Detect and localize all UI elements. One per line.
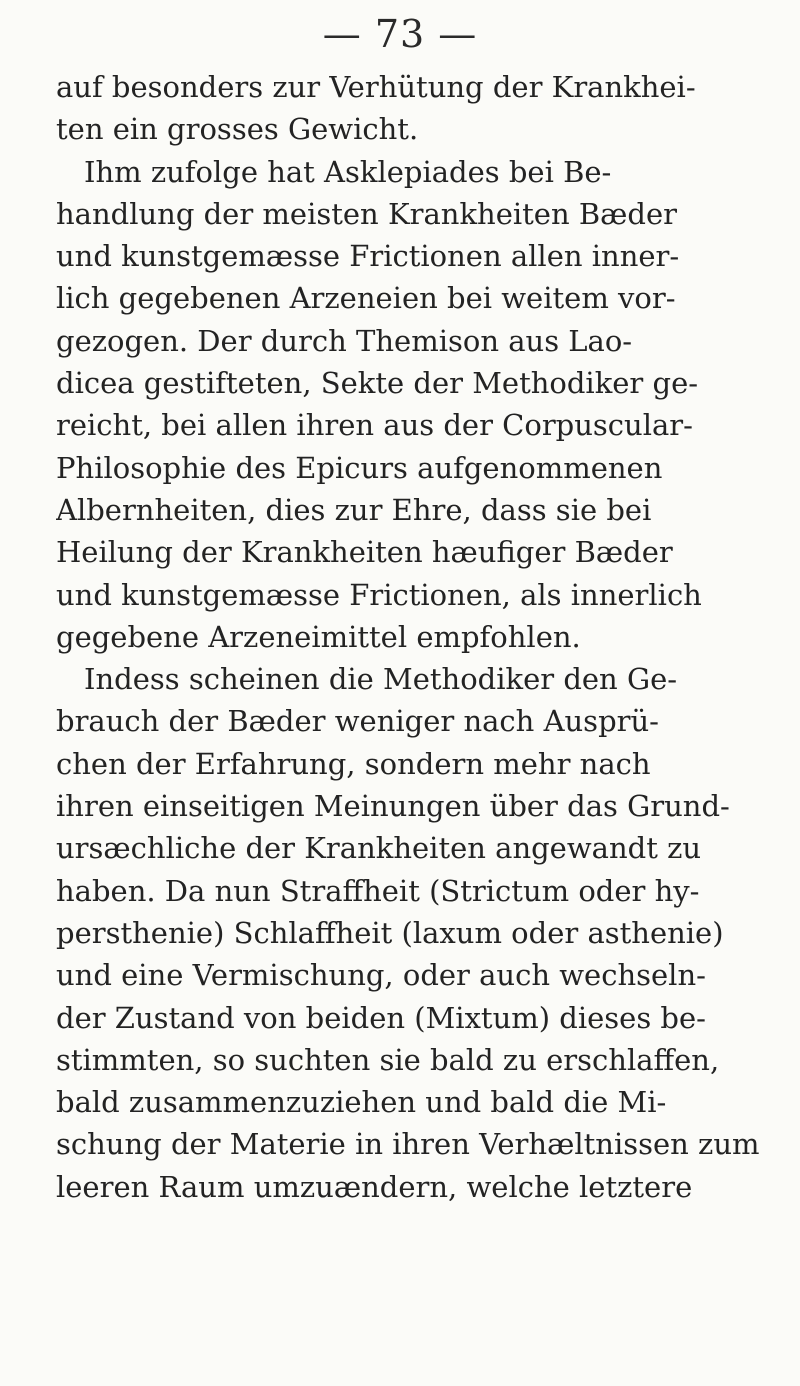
text-line: schung der Materie in ihren Verhæltnissen zum bbox=[56, 1127, 760, 1162]
page-number: — 73 — bbox=[322, 12, 478, 56]
text-line: und eine Vermischung, oder auch wechseln- bbox=[56, 958, 706, 993]
text-line: ihren einseitigen Meinungen über das Grund- bbox=[56, 789, 730, 824]
text-line: lich gegebenen Arzeneien bei weitem vor- bbox=[56, 281, 676, 316]
text-line: Heilung der Krankheiten hæufiger Bæder bbox=[56, 535, 673, 570]
text-line: auf besonders zur Verhütung der Krankhei- bbox=[56, 70, 696, 104]
text-line: gegebene Arzeneimittel empfohlen. bbox=[56, 619, 581, 654]
text-line: Albernheiten, dies zur Ehre, dass sie bei bbox=[56, 492, 652, 527]
text-line: stimmten, so suchten sie bald zu erschlaffen, bbox=[56, 1042, 720, 1077]
text-line: und kunstgemæsse Frictionen allen inner- bbox=[56, 239, 680, 274]
text-line: bald zusammenzuziehen und bald die Mi- bbox=[56, 1085, 667, 1120]
text-line: reicht, bei allen ihren aus der Corpuscular- bbox=[56, 408, 693, 443]
text-line: brauch der Bæder weniger nach Ausprü- bbox=[56, 704, 659, 739]
text-line: ursæchliche der Krankheiten angewandt zu bbox=[56, 831, 702, 866]
text-line: handlung der meisten Krankheiten Bæder bbox=[56, 196, 678, 231]
text-line: leeren Raum umzuændern, welche letztere bbox=[56, 1169, 693, 1204]
text-line: Indess scheinen die Methodiker den Ge- bbox=[84, 662, 678, 697]
text-line: Ihm zufolge hat Asklepiades bei Be- bbox=[84, 154, 612, 189]
text-line: persthenie) Schlaffheit (laxum oder asthenie) bbox=[56, 915, 724, 950]
text-line: dicea gestifteten, Sekte der Methodiker ge- bbox=[56, 366, 699, 401]
body-text bbox=[56, 66, 776, 1208]
text-line: Philosophie des Epicurs aufgenommenen bbox=[56, 450, 663, 485]
text-line: haben. Da nun Straffheit (Strictum oder hy- bbox=[56, 873, 700, 908]
text-line: gezogen. Der durch Themison aus Lao- bbox=[56, 323, 633, 358]
text-line: chen der Erfahrung, sondern mehr nach bbox=[56, 746, 651, 781]
text-line: der Zustand von beiden (Mixtum) dieses be- bbox=[56, 1000, 706, 1035]
text-line: und kunstgemæsse Frictionen, als innerlich bbox=[56, 577, 702, 612]
text-line: ten ein grosses Gewicht. bbox=[56, 112, 419, 147]
